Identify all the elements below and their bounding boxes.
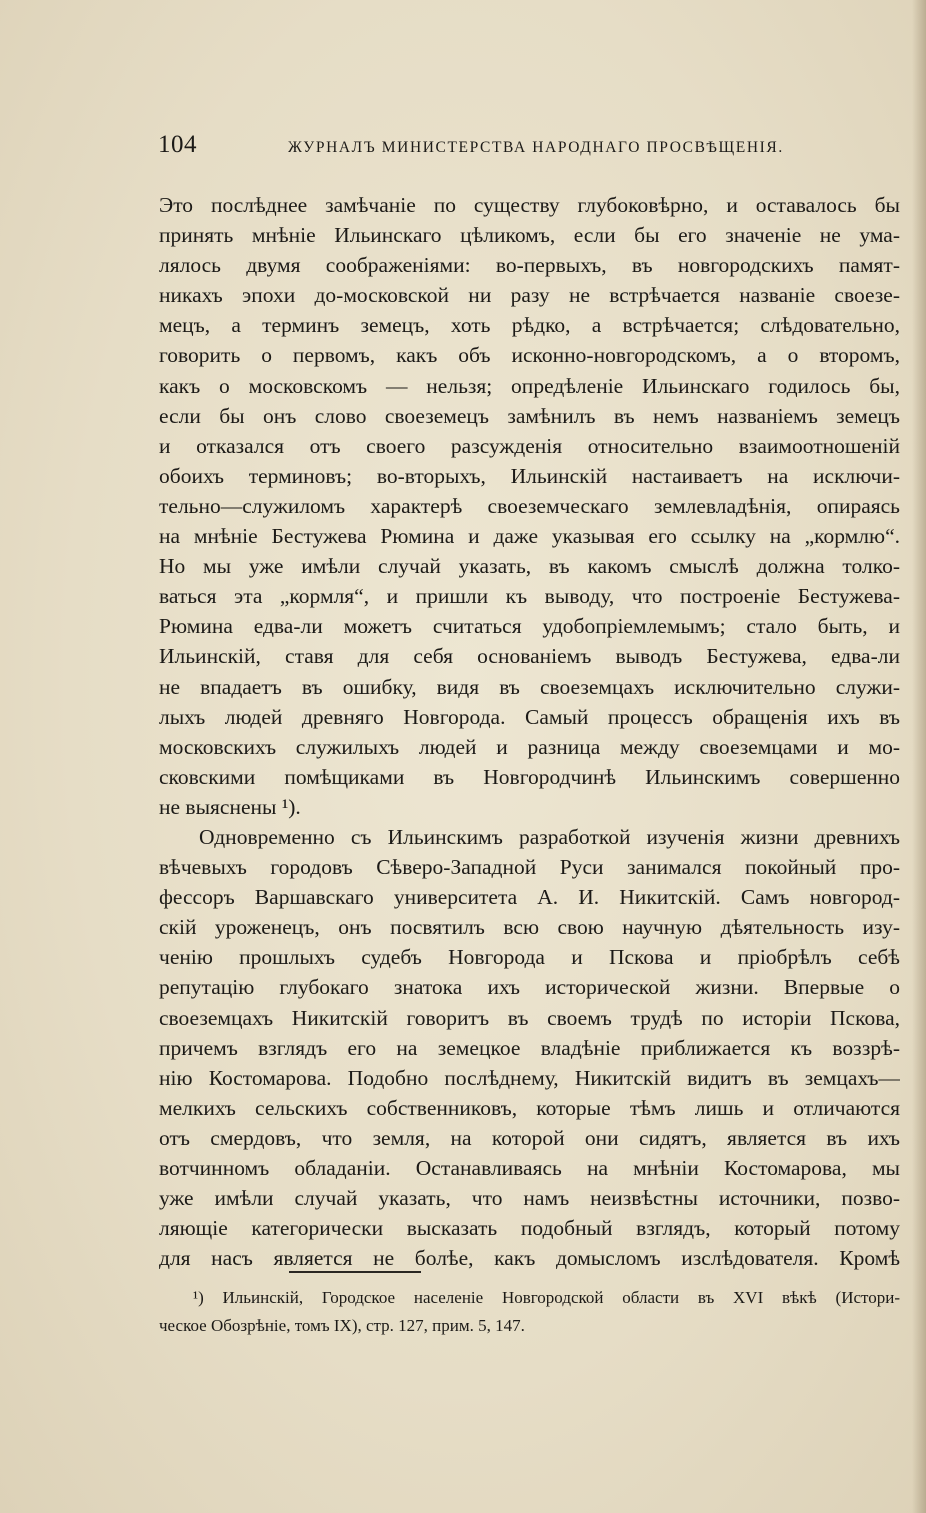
text-line: ляющіе категорически высказать подобный взглядъ, который потому [159, 1216, 900, 1241]
text-line: Рюмина едва-ли можетъ считаться удобопріемлемымъ; стало быть, и [159, 614, 900, 639]
text-line: причемъ взглядъ его на земецкое владѣніе приближается къ воззрѣ- [159, 1035, 900, 1060]
text-line: отъ смердовъ, что земля, на которой они сидятъ, является въ ихъ [159, 1125, 900, 1150]
text-line: ваться эта „кормля“, и пришли къ выводу, что построеніе Бестужева- [159, 584, 900, 609]
text-line: не выяснены ¹). [159, 794, 301, 819]
text-line: Но мы уже имѣли случай указать, въ какомъ смыслѣ должна толко- [159, 554, 900, 579]
text-line: не впадаетъ въ ошибку, видя въ своеземцахъ исключительно служи- [159, 674, 900, 699]
footnote-line: ¹) Ильинскій, Городское населеніе Новгородской области въ XVI вѣкѣ (Истори- [193, 1288, 900, 1307]
text-line: Одновременно съ Ильинскимъ разработкой изученія жизни древнихъ [199, 824, 900, 849]
page-edge-shadow [912, 0, 926, 1513]
page-number: 104 [158, 131, 197, 158]
footnote-line: ческое Обозрѣніе, томъ IX), стр. 127, прим. 5, 147. [159, 1316, 525, 1335]
footnote-divider [289, 1271, 421, 1273]
text-line: лялось двумя соображеніями: во-первыхъ, въ новгородскихъ памят- [159, 253, 900, 278]
text-line: своеземцахъ Никитскій говоритъ въ своемъ трудѣ по исторіи Пскова, [159, 1005, 900, 1030]
text-line: на мнѣніе Бестужева Рюмина и даже указывая его ссылку на „кормлю“. [159, 524, 900, 549]
text-line: мецъ, а терминъ земецъ, хоть рѣдко, а встрѣчается; слѣдовательно, [159, 313, 900, 338]
text-line: сковскими помѣщиками въ Новгородчинѣ Ильинскимъ совершенно [159, 764, 900, 789]
text-line: говорить о первомъ, какъ объ исконно-новгородскомъ, а о второмъ, [159, 343, 900, 368]
text-line: вѣчевыхъ городовъ Сѣверо-Западной Руси занимался покойный про- [159, 855, 900, 880]
text-line: тельно—служиломъ характерѣ своеземческаго землевладѣнія, опираясь [159, 493, 900, 518]
main-text [159, 190, 900, 1273]
running-header [158, 130, 900, 166]
text-line: если бы онъ слово своеземецъ замѣнилъ въ немъ названіемъ земецъ [159, 403, 900, 428]
text-line: Это послѣднее замѣчаніе по существу глубоковѣрно, и оставалось бы [159, 193, 900, 217]
text-line: фессоръ Варшавскаго университета А. И. Никитскій. Самъ новгород- [159, 885, 900, 910]
text-line: лыхъ людей древняго Новгорода. Самый процессъ обращенія ихъ въ [159, 704, 900, 729]
text-line: вотчинномъ обладаніи. Останавливаясь на мнѣніи Костомарова, мы [159, 1156, 900, 1180]
footnotes [159, 1284, 900, 1340]
text-line: никахъ эпохи до-московской ни разу не встрѣчается названіе своезе- [159, 283, 900, 308]
text-line: ченію прошлыхъ судебъ Новгорода и Пскова и пріобрѣлъ себѣ [159, 945, 900, 970]
text-line: московскихъ служилыхъ людей и разница между своеземцами и мо- [159, 734, 900, 759]
text-line: репутацію глубокаго знатока ихъ исторической жизни. Впервые о [159, 975, 900, 1000]
text-line: и отказался отъ своего разсужденія относительно взаимоотношеній [159, 433, 900, 458]
running-title: ЖУРНАЛЪ МИНИСТЕРСТВА НАРОДНАГО ПРОСВѢЩЕНІЯ. [288, 139, 784, 156]
text-line: уже имѣли случай указать, что намъ неизвѣстны источники, позво- [159, 1186, 900, 1211]
text-line: принять мнѣніе Ильинскаго цѣликомъ, если бы его значеніе не ума- [159, 223, 900, 248]
text-line: скій уроженецъ, онъ посвятилъ всю свою научную дѣятельность изу- [159, 915, 900, 940]
text-line: мелкихъ сельскихъ собственниковъ, которые тѣмъ лишь и отличаются [159, 1095, 900, 1120]
text-line: обоихъ терминовъ; во-вторыхъ, Ильинскій настаиваетъ на исключи- [159, 463, 900, 488]
text-line: для насъ является не болѣе, какъ домысломъ изслѣдователя. Кромѣ [159, 1246, 900, 1271]
text-line: нію Костомарова. Подобно послѣднему, Никитскій видитъ въ земцахъ— [159, 1065, 900, 1090]
text-line: Ильинскій, ставя для себя основаніемъ выводъ Бестужева, едва-ли [159, 644, 900, 669]
text-line: какъ о московскомъ — нельзя; опредѣленіе Ильинскаго годилось бы, [159, 373, 900, 398]
